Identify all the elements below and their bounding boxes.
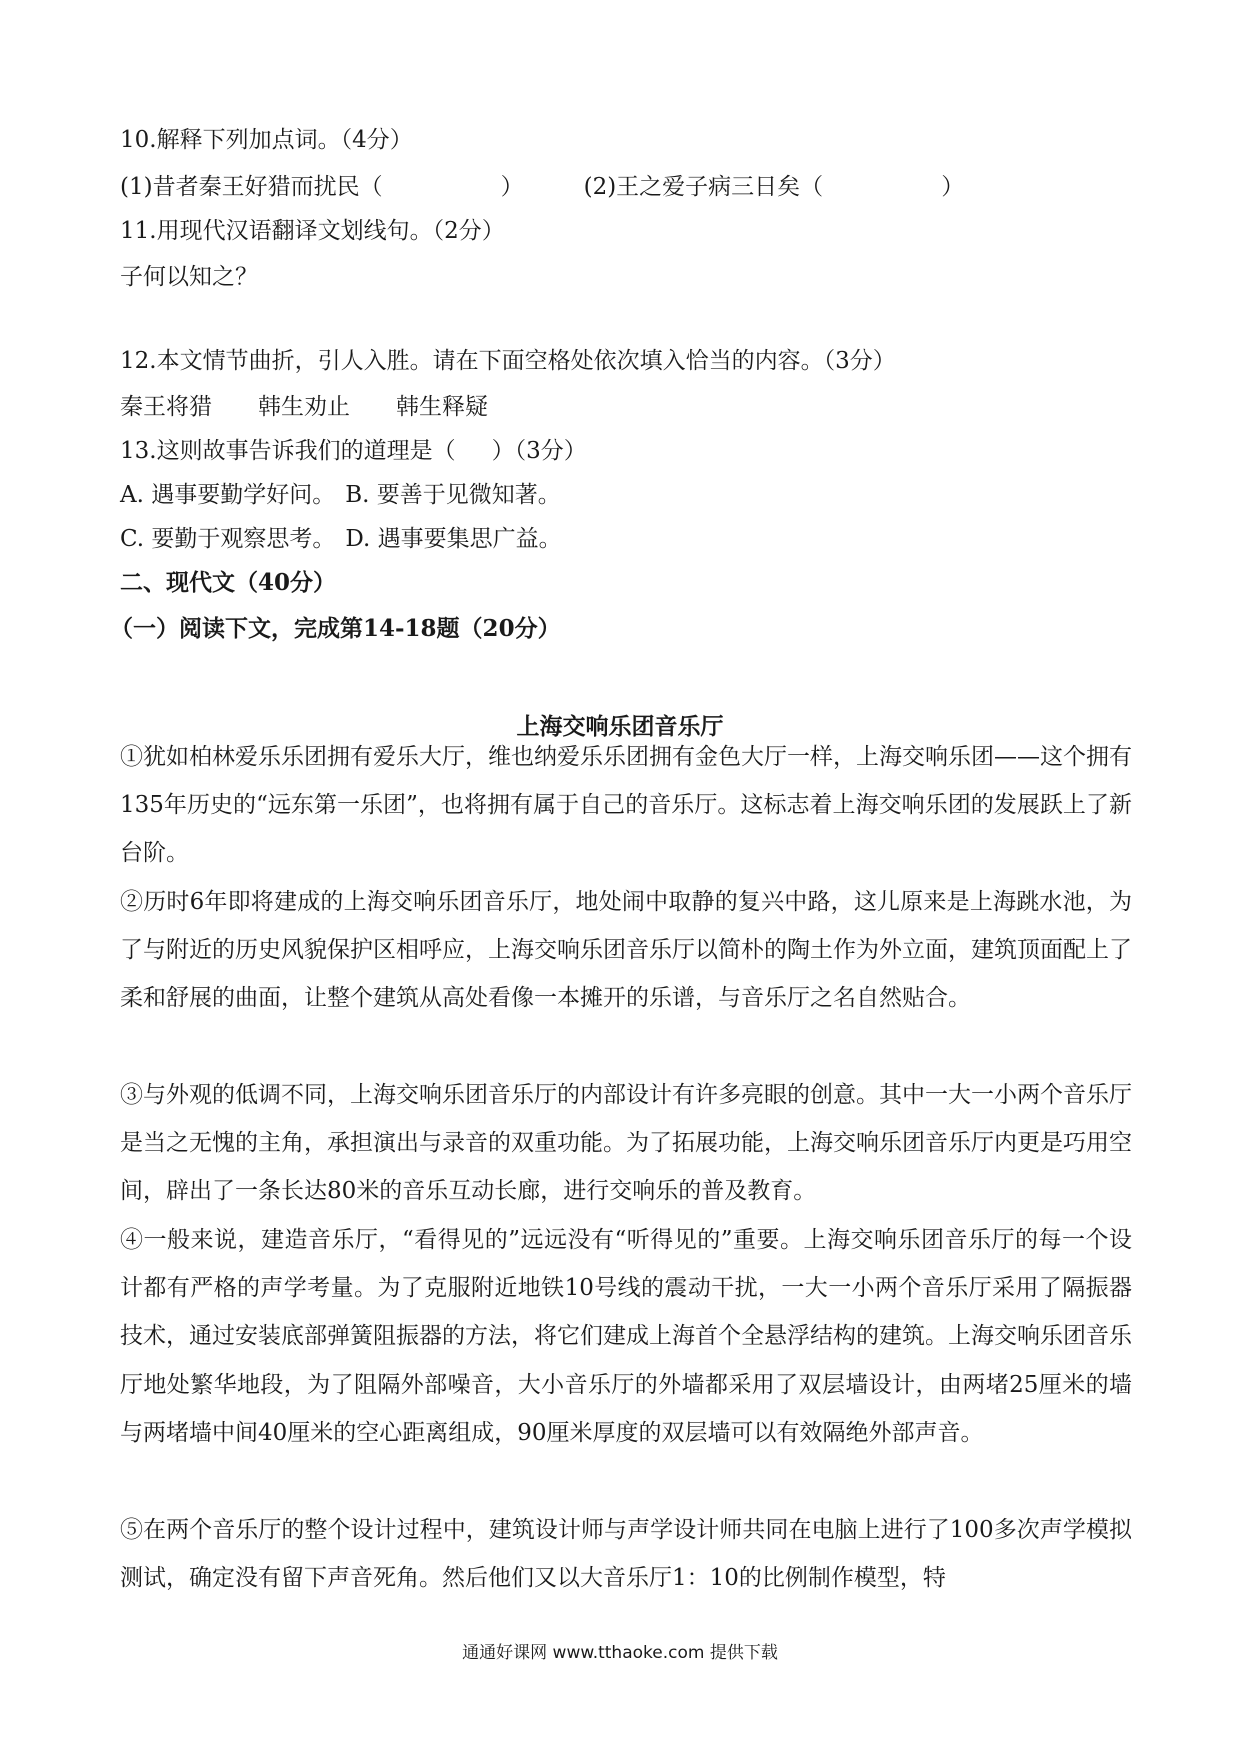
- article-paragraph-1: ①犹如柏林爱乐乐团拥有爱乐大厅，维也纳爱乐乐团拥有金色大厅一样，上海交响乐团——这个拥有135年历史的“远东第一乐团”，也将拥有属于自己的音乐厅。这标志着上海交响乐团的发展跃上了新台阶。: [120, 744, 1132, 867]
- article-paragraph-3: ③与外观的低调不同，上海交响乐团音乐厅的内部设计有许多亮眼的创意。其中一大一小两个音乐厅是当之无愧的主角，承担演出与录音的双重功能。为了拓展功能，上海交响乐团音乐厅内更是巧用空间，辟出了一条长达80米的音乐互动长廊，进行交响乐的普及教育。: [120, 1082, 1132, 1205]
- q12-step-2: 韩生劝止: [258, 394, 350, 420]
- q13-options-ab: [120, 480, 561, 510]
- q13-option-d: D. 遇事要集思广益。: [345, 526, 562, 552]
- q12-steps: [120, 392, 488, 422]
- q13-option-b: B. 要善于见微知著。: [345, 482, 561, 508]
- q10-title: 10.解释下列加点词。（4分）: [120, 127, 413, 153]
- q10-item1: (1)昔者秦王好猎而扰民（: [120, 174, 383, 200]
- article-paragraph-2: ②历时6年即将建成的上海交响乐团音乐厅，地处闹中取静的复兴中路，这儿原来是上海跳水池，为了与附近的历史风貌保护区相呼应，上海交响乐团音乐厅以简朴的陶土作为外立面，建筑顶面配上了柔和舒展的曲面，让整个建筑从高处看像一本摊开的乐谱，与音乐厅之名自然贴合。: [120, 889, 1132, 1012]
- q10-item2-close-paren: ）: [941, 174, 965, 200]
- q13-title-text: 13.这则故事告诉我们的道理是（: [120, 438, 456, 464]
- article-paragraph-4: ④一般来说，建造音乐厅，“看得见的”远远没有“听得见的”重要。上海交响乐团音乐厅的每一个设计都有严格的声学考量。为了克服附近地铁10号线的震动干扰，一大一小两个音乐厅采用了隔振器技术，通过安装底部弹簧阻振器的方法，将它们建成上海首个全悬浮结构的建筑。上海交响乐团音乐厅地处繁华地段，为了阻隔外部噪音，大小音乐厅的外墙都采用了双层墙设计，由两堵25厘米的墙与两堵墙中间40厘米的空心距离组成，90厘米厚度的双层墙可以有效隔绝外部声音。: [120, 1227, 1132, 1446]
- q12-step-1: 秦王将猎: [120, 394, 212, 420]
- article-paragraph-5: ⑤在两个音乐厅的整个设计过程中，建筑设计师与声学设计师共同在电脑上进行了100多次声学模拟测试，确定没有留下声音死角。然后他们又以大音乐厅1：10的比例制作模型，特: [120, 1517, 1132, 1592]
- q13-title-close: ）（3分）: [491, 438, 587, 464]
- page-footer: 通通好课网 www.tthaoke.com 提供下载: [462, 1643, 778, 1663]
- q10-items: [120, 172, 964, 202]
- q13-title: [120, 436, 587, 466]
- q13-options-cd: [120, 524, 562, 554]
- article-title: 上海交响乐团音乐厅: [516, 713, 724, 740]
- q12-step-3: 韩生释疑: [396, 394, 488, 420]
- section2-heading: 二、现代文（40分）: [120, 569, 337, 596]
- q12-title: 12.本文情节曲折，引人入胜。请在下面空格处依次填入恰当的内容。（3分）: [120, 348, 896, 374]
- section2-subheading: （一）阅读下文，完成第14-18题（20分）: [110, 615, 561, 642]
- q13-option-a: A. 遇事要勤学好问。: [120, 482, 336, 508]
- q13-option-c: C. 要勤于观察思考。: [120, 526, 336, 552]
- q11-title: 11.用现代汉语翻译文划线句。（2分）: [120, 218, 505, 244]
- q10-item2: (2)王之爱子病三日矣（: [583, 174, 824, 200]
- q10-item1-close-paren: ）: [500, 174, 524, 200]
- q11-sentence: 子何以知之？: [120, 264, 258, 290]
